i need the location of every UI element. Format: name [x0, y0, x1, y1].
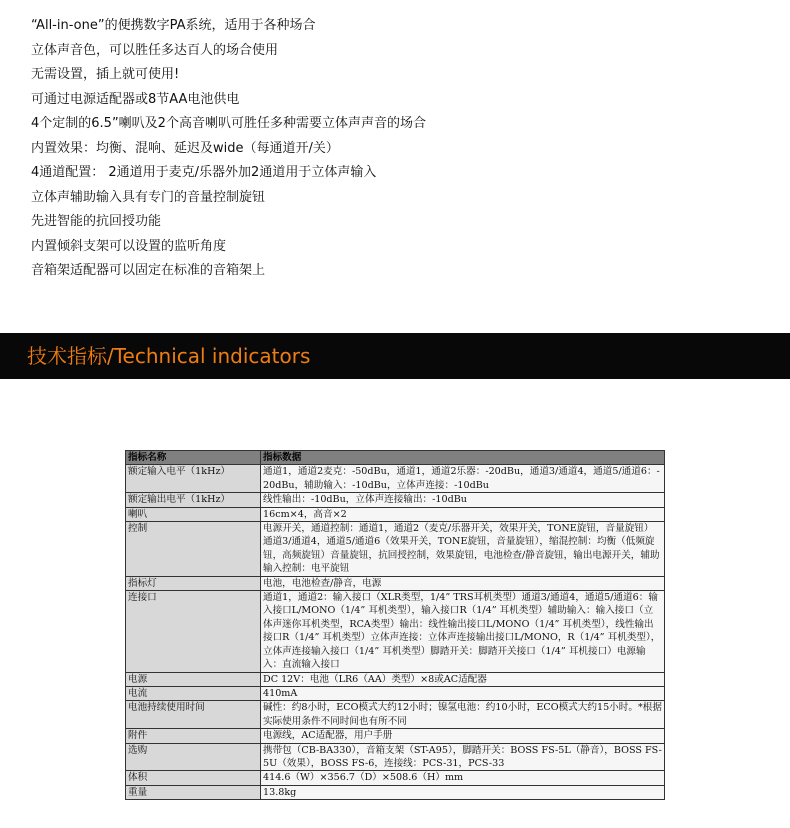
feature-item: 先进智能的抗回授功能 — [31, 214, 162, 229]
spec-row — [126, 785, 665, 799]
spec-label: 额定输出电平（1kHz） — [126, 493, 261, 507]
spec-row — [126, 701, 665, 729]
spec-label: 体积 — [126, 771, 261, 785]
spec-row — [126, 522, 665, 577]
spec-label: 电源 — [126, 672, 261, 686]
spec-value: 碱性：约8小时，ECO模式大约12小时；镍氢电池：约10小时，ECO模式大约15小时。*根据实际使用条件不同时间也有所不同 — [261, 701, 665, 729]
spec-row — [126, 729, 665, 743]
spec-row — [126, 465, 665, 493]
feature-item: 4个定制的6.5”喇叭及2个高音喇叭可胜任多种需要立体声声音的场合 — [31, 116, 426, 131]
spec-value: 通道1，通道2：输入接口（XLR类型，1/4” TRS耳机类型）通道3/通道4，通道5/通道6：输入接口L/MONO（1/4” 耳机类型），输入接口R（1/4” 耳机类型）辅助输入：输入接口（立体声迷你耳机类型，RCA类型）输出：线性输出接口L/MONO（1/4” 耳机类型），线性输出接口R（1/4” 耳机类型）立体声连接：立体声连接输出接口L/MONO，R（1/4” 耳机类型），立体声连接输入接口（1/4” 耳机类型）脚踏开关：脚踏开关接口（1/4” 耳机接口）电源输入：直流输入接口 — [261, 591, 665, 672]
spec-value: 线性输出：-10dBu，立体声连接输出：-10dBu — [261, 493, 665, 507]
spec-value: 通道1，通道2麦克：-50dBu，通道1，通道2乐器：-20dBu，通道3/通道4，通道5/通道6：-20dBu，辅助输入：-10dBu，立体声连接：-10dBu — [261, 465, 665, 493]
spec-label: 电流 — [126, 686, 261, 700]
spec-value: 电池，电池检查/静音，电源 — [261, 576, 665, 590]
spec-row — [126, 591, 665, 672]
spec-value: 16cm×4，高音×2 — [261, 507, 665, 521]
spec-row — [126, 507, 665, 521]
spec-label: 附件 — [126, 729, 261, 743]
spec-value: 携带包（CB-BA330），音箱支架（ST-A95），脚踏开关：BOSS FS-5L（静音），BOSS FS-5U（效果），BOSS FS-6，连接线：PCS-31，PCS-33 — [261, 743, 665, 771]
spec-label: 额定输入电平（1kHz） — [126, 465, 261, 493]
feature-list — [31, 14, 771, 284]
spec-value: 电源线，AC适配器，用户手册 — [261, 729, 665, 743]
feature-item: 4通道配置： 2通道用于麦克/乐器外加2通道用于立体声输入 — [31, 165, 377, 180]
spec-row — [126, 493, 665, 507]
section-banner — [0, 333, 790, 379]
spec-label: 重量 — [126, 785, 261, 799]
spec-row — [126, 686, 665, 700]
spec-label: 控制 — [126, 522, 261, 577]
spec-header-value: 指标数据 — [261, 451, 665, 465]
spec-row — [126, 576, 665, 590]
spec-value: 410mA — [261, 686, 665, 700]
feature-item: 内置效果：均衡、混响、延迟及wide（每通道开/关） — [31, 140, 339, 156]
spec-value: 414.6（W）×356.7（D）×508.6（H）mm — [261, 771, 665, 785]
spec-table — [125, 450, 665, 800]
spec-label: 电池持续使用时间 — [126, 701, 261, 729]
feature-item: 可通过电源适配器或8节AA电池供电 — [31, 91, 240, 107]
feature-item: 立体声音色，可以胜任多达百人的场合使用 — [31, 42, 279, 58]
spec-label: 指标灯 — [126, 576, 261, 590]
feature-item: 立体声辅助输入具有专门的音量控制旋钮 — [31, 189, 266, 205]
feature-item: 音箱架适配器可以固定在标准的音箱架上 — [31, 263, 266, 278]
spec-row — [126, 743, 665, 771]
feature-item: 无需设置，插上就可使用! — [31, 67, 180, 82]
feature-item: 内置倾斜支架可以设置的监听角度 — [31, 238, 227, 254]
spec-row — [126, 771, 665, 785]
spec-value: 电源开关，通道控制：通道1，通道2（麦克/乐器开关，效果开关，TONE旋钮，音量旋钮）通道3/通道4，通道5/通道6（效果开关，TONE旋钮，音量旋钮），缩混控制：均衡（低频旋钮，高频旋钮）音量旋钮，抗回授控制，效果旋钮，电池检查/静音旋钮，输出电源开关，辅助输入控制：电平旋钮 — [261, 522, 665, 577]
feature-item: “All-in-one”的便携数字PA系统，适用于各种场合 — [31, 18, 316, 33]
spec-label: 连接口 — [126, 591, 261, 672]
spec-label: 选购 — [126, 743, 261, 771]
section-title: 技术指标/Technical indicators — [27, 344, 311, 368]
spec-row — [126, 672, 665, 686]
spec-label: 喇叭 — [126, 507, 261, 521]
spec-header-row — [126, 451, 665, 465]
spec-value: DC 12V：电池（LR6（AA）类型）×8或AC适配器 — [261, 672, 665, 686]
spec-value: 13.8kg — [261, 785, 665, 799]
spec-header-name: 指标名称 — [126, 451, 261, 465]
